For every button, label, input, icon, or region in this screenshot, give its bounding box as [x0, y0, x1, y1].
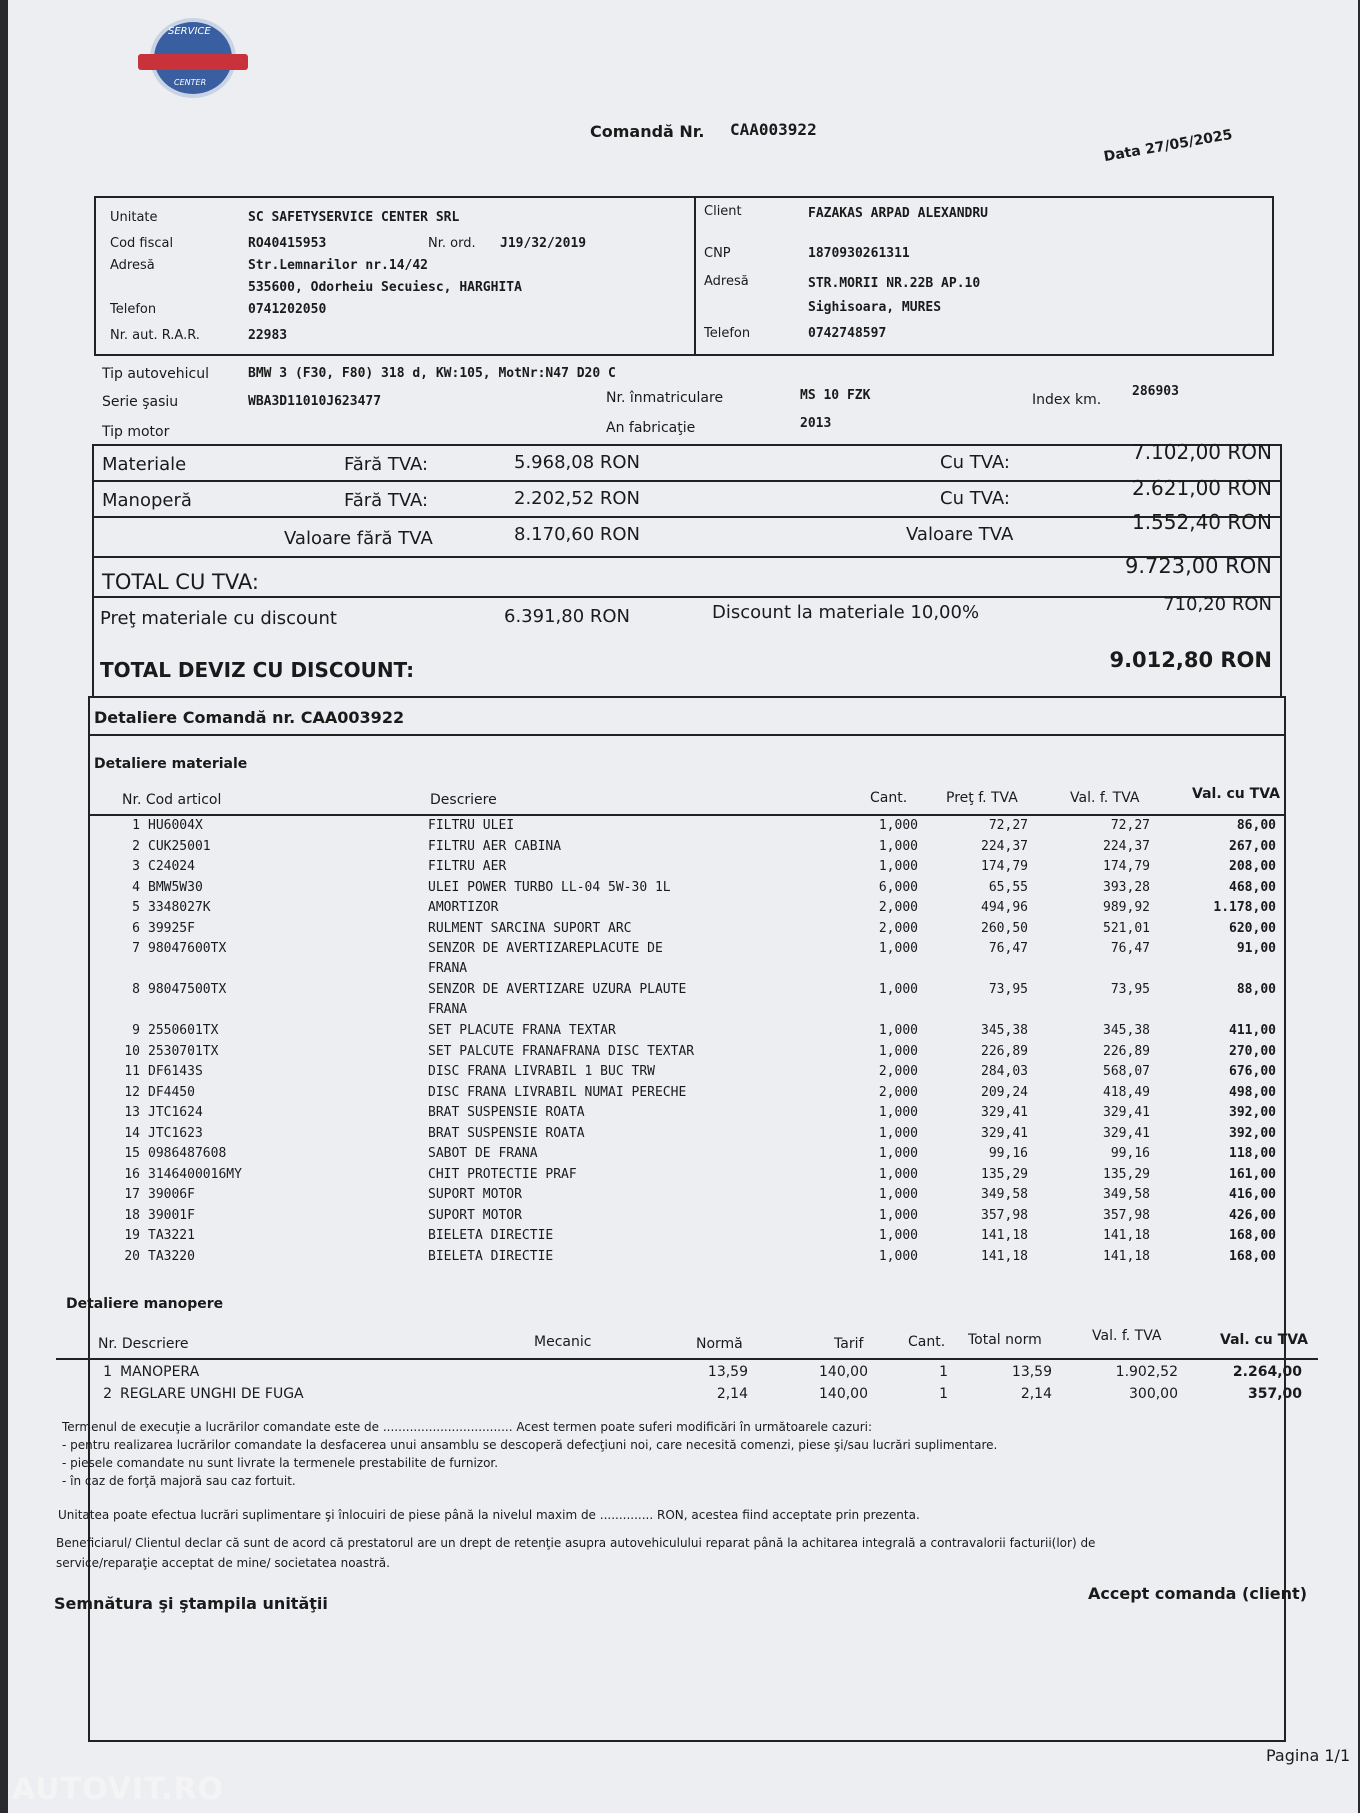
- cnp-label: CNP: [704, 246, 731, 261]
- client-cnp: 1870930261311: [808, 246, 910, 261]
- item-qty: 1,000: [878, 1146, 918, 1161]
- material-row: [8, 900, 1308, 920]
- item-qty: 2,000: [878, 920, 918, 936]
- item-description-cont: FRANA: [428, 1002, 468, 1017]
- item-code: JTC1623: [148, 1125, 203, 1141]
- col-value: Val. f. TVA: [1070, 790, 1140, 806]
- unit-signature-label: Semnătura şi ştampila unităţii: [54, 1594, 328, 1613]
- item-qty: 1,000: [878, 818, 918, 833]
- item-nr: 12: [124, 1084, 140, 1100]
- client-address-1: STR.MORII NR.22B AP.10: [808, 276, 981, 291]
- item-value: 72,27: [1110, 818, 1150, 833]
- labor-nr: 1: [103, 1364, 112, 1380]
- materials-no-vat-label: Fără TVA:: [344, 454, 429, 475]
- item-nr: 14: [124, 1125, 140, 1141]
- item-qty: 1,000: [878, 982, 918, 997]
- logo-bottom-text: CENTER: [174, 78, 207, 87]
- chassis-number: WBA3D11010J623477: [248, 394, 382, 409]
- item-nr: 1: [132, 818, 140, 833]
- item-value: 73,95: [1110, 982, 1150, 997]
- item-description: SENZOR DE AVERTIZARE UZURA PLAUTE: [428, 982, 687, 997]
- item-description: SET PLACUTE FRANA TEXTAR: [428, 1023, 616, 1038]
- item-value-vat: 270,00: [1229, 1043, 1276, 1059]
- item-price: 73,95: [988, 982, 1028, 997]
- client-address-2: Sighisoara, MURES: [808, 300, 942, 315]
- item-nr: 18: [124, 1207, 140, 1223]
- total-with-vat: 9.723,00 RON: [1124, 554, 1272, 578]
- grand-total-label: TOTAL DEVIZ CU DISCOUNT:: [100, 658, 415, 682]
- unit-address-label: Adresă: [110, 258, 155, 273]
- material-row: [8, 1167, 1308, 1187]
- item-code: 98047600TX: [148, 941, 227, 956]
- material-row: [8, 1085, 1308, 1105]
- item-value-vat: 620,00: [1229, 920, 1276, 936]
- item-value: 99,16: [1110, 1146, 1150, 1161]
- unit-phone: 0741202050: [248, 302, 327, 317]
- order-date: Data 27/05/2025: [1102, 126, 1234, 166]
- km-label: Index km.: [1032, 392, 1102, 408]
- item-description: DISC FRANA LIVRABIL 1 BUC TRW: [428, 1064, 655, 1079]
- item-qty: 1,000: [878, 1228, 918, 1243]
- item-description: BIELETA DIRECTIE: [428, 1248, 554, 1264]
- item-value-vat: 392,00: [1229, 1105, 1276, 1120]
- item-nr: 16: [124, 1166, 140, 1182]
- item-nr: 11: [124, 1064, 140, 1079]
- labor-col-norm: Normă: [696, 1336, 743, 1352]
- labor-qty: 1: [939, 1386, 948, 1402]
- item-description: BRAT SUSPENSIE ROATA: [428, 1105, 585, 1120]
- labor-description: REGLARE UNGHI DE FUGA: [120, 1386, 304, 1402]
- item-value-vat: 468,00: [1229, 879, 1276, 895]
- document-page: [8, 0, 1358, 1813]
- item-code: CUK25001: [148, 838, 211, 854]
- material-row: [8, 921, 1308, 941]
- client-phone: 0742748597: [808, 326, 887, 341]
- labor-description: MANOPERA: [120, 1364, 200, 1380]
- labor-no-vat: 2.202,52 RON: [514, 488, 641, 509]
- service-center-logo: [138, 18, 248, 98]
- labor-qty: 1: [939, 1364, 948, 1380]
- item-nr: 15: [124, 1146, 140, 1161]
- item-price: 329,41: [981, 1125, 1028, 1141]
- item-value-vat: 416,00: [1229, 1187, 1276, 1202]
- item-code: HU6004X: [148, 818, 203, 833]
- item-qty: 1,000: [878, 1248, 918, 1264]
- km-index: 286903: [1132, 384, 1179, 399]
- grand-total: 9.012,80 RON: [1109, 648, 1272, 672]
- item-code: TA3221: [148, 1228, 195, 1243]
- item-nr: 2: [132, 838, 140, 854]
- vehicle-type-label: Tip autovehicul: [102, 366, 209, 382]
- materials-with-vat: 7.102,00 RON: [1131, 440, 1272, 464]
- item-qty: 2,000: [878, 900, 918, 915]
- item-nr: 3: [132, 859, 140, 874]
- item-qty: 1,000: [878, 1023, 918, 1038]
- item-description: BRAT SUSPENSIE ROATA: [428, 1125, 585, 1141]
- labor-col-nr-desc: Nr. Descriere: [98, 1336, 189, 1352]
- item-value-vat: 86,00: [1236, 818, 1276, 833]
- materials-label: Materiale: [102, 454, 187, 475]
- item-price: 224,37: [981, 838, 1028, 854]
- item-code: 39001F: [148, 1207, 195, 1223]
- labor-col-value-vat: Val. cu TVA: [1220, 1332, 1308, 1348]
- item-description-cont: FRANA: [428, 961, 468, 976]
- item-description: SUPORT MOTOR: [428, 1187, 522, 1202]
- item-description: AMORTIZOR: [428, 900, 499, 915]
- item-price: 209,24: [981, 1084, 1028, 1100]
- item-value-vat: 267,00: [1229, 838, 1276, 854]
- labor-vat-label: Cu TVA:: [940, 488, 1010, 509]
- vehicle-type: BMW 3 (F30, F80) 318 d, KW:105, MotNr:N47 D20 C: [248, 366, 616, 381]
- item-price: 329,41: [981, 1105, 1028, 1120]
- col-qty: Cant.: [870, 790, 908, 806]
- item-description: SENZOR DE AVERTIZAREPLACUTE DE: [428, 941, 663, 956]
- item-description: DISC FRANA LIVRABIL NUMAI PERECHE: [428, 1084, 687, 1100]
- engine-label: Tip motor: [102, 424, 170, 440]
- autovit-watermark: AUTOVIT.RO: [12, 1772, 225, 1807]
- item-qty: 1,000: [878, 838, 918, 854]
- labor-row: [8, 1364, 1308, 1384]
- value-no-vat-label: Valoare fără TVA: [284, 528, 433, 549]
- labor-col-rate: Tarif: [834, 1336, 864, 1352]
- discount-label: Discount la materiale 10,00%: [712, 602, 980, 623]
- materials-table: [8, 818, 1308, 1278]
- materials-vat-label: Cu TVA:: [940, 452, 1010, 473]
- material-row: [8, 1208, 1308, 1228]
- item-qty: 2,000: [878, 1064, 918, 1079]
- material-row: [8, 982, 1308, 1017]
- client-address-label: Adresă: [704, 274, 749, 289]
- item-value-vat: 88,00: [1236, 982, 1276, 997]
- material-row: [8, 839, 1308, 859]
- item-value: 568,07: [1103, 1064, 1150, 1079]
- item-code: DF6143S: [148, 1064, 203, 1079]
- labor-value: 300,00: [1129, 1386, 1178, 1402]
- item-price: 141,18: [981, 1248, 1028, 1264]
- item-value-vat: 392,00: [1229, 1125, 1276, 1141]
- material-row: [8, 1023, 1308, 1043]
- item-code: 39006F: [148, 1187, 195, 1202]
- fiscal-label: Cod fiscal: [110, 236, 174, 251]
- item-value-vat: 118,00: [1229, 1146, 1276, 1161]
- col-nr-code: Nr. Cod articol: [122, 792, 222, 808]
- col-price: Preţ f. TVA: [946, 790, 1018, 806]
- item-price: 284,03: [981, 1064, 1028, 1079]
- registration-number: MS 10 FZK: [800, 388, 871, 403]
- item-description: CHIT PROTECTIE PRAF: [428, 1166, 577, 1182]
- labor-total-norm: 2,14: [1020, 1386, 1052, 1402]
- item-code: TA3220: [148, 1248, 195, 1264]
- unit-name: SC SAFETYSERVICE CENTER SRL: [248, 210, 460, 225]
- item-value-vat: 1.178,00: [1213, 900, 1276, 915]
- item-price: 135,29: [981, 1166, 1028, 1182]
- item-code: 0986487608: [148, 1146, 227, 1161]
- note-case-1: - pentru realizarea lucrărilor comandate la desfacerea unui ansamblu se descoperă defecţiuni noi, care necesită comenzi, piese şi/sau lucrări suplimentare.: [62, 1438, 998, 1452]
- note-case-2: - piesele comandate nu sunt livrate la termenele prestabilite de furnizor.: [62, 1456, 499, 1470]
- labor-total-norm: 13,59: [1011, 1364, 1052, 1380]
- item-value: 989,92: [1103, 900, 1150, 915]
- labor-norm: 13,59: [707, 1364, 748, 1380]
- labor-rate: 140,00: [819, 1364, 868, 1380]
- note-retention-2: service/reparaţie acceptat de mine/ societatea noastră.: [56, 1556, 390, 1570]
- labor-value-vat: 2.264,00: [1232, 1364, 1302, 1380]
- item-value-vat: 426,00: [1229, 1207, 1276, 1223]
- value-no-vat: 8.170,60 RON: [514, 524, 641, 545]
- item-nr: 10: [124, 1043, 140, 1059]
- item-value: 329,41: [1103, 1105, 1150, 1120]
- note-extra-works: Unitatea poate efectua lucrări suplimentare şi înlocuiri de piese până la nivelul maxim de .............. RON, acestea fiind acceptate prin prezenta.: [58, 1508, 920, 1522]
- item-nr: 4: [132, 879, 140, 895]
- labor-col-total-norm: Total norm: [968, 1332, 1042, 1348]
- item-qty: 1,000: [878, 1105, 918, 1120]
- item-code: BMW5W30: [148, 879, 203, 895]
- item-nr: 9: [132, 1023, 140, 1038]
- material-row: [8, 1044, 1308, 1064]
- material-row: [8, 1064, 1308, 1084]
- material-row: [8, 818, 1308, 838]
- item-value: 357,98: [1103, 1207, 1150, 1223]
- item-value-vat: 498,00: [1229, 1084, 1276, 1100]
- item-description: BIELETA DIRECTIE: [428, 1228, 554, 1243]
- labor-value-vat: 357,00: [1247, 1386, 1302, 1402]
- chassis-label: Serie şasiu: [102, 394, 179, 410]
- item-nr: 8: [132, 982, 140, 997]
- item-description: RULMENT SARCINA SUPORT ARC: [428, 920, 632, 936]
- item-code: 98047500TX: [148, 982, 227, 997]
- item-qty: 2,000: [878, 1084, 918, 1100]
- client-accept-label: Accept comanda (client): [1088, 1584, 1307, 1603]
- labor-col-mechanic: Mecanic: [534, 1334, 592, 1350]
- item-qty: 1,000: [878, 1166, 918, 1182]
- item-code: 3348027K: [148, 900, 211, 915]
- item-nr: 13: [124, 1105, 140, 1120]
- manufacture-year: 2013: [800, 416, 832, 431]
- item-price: 345,38: [981, 1023, 1028, 1038]
- note-retention-1: Beneficiarul/ Clientul declar că sunt de acord că prestatorul are un drept de retenţie asupra autovehiculului reparat până la achitarea integrală a contravalorii facturii(lor) de: [56, 1536, 1096, 1550]
- item-code: 2550601TX: [148, 1023, 219, 1038]
- material-row: [8, 941, 1308, 976]
- item-nr: 5: [132, 900, 140, 915]
- vat-value-label: Valoare TVA: [906, 524, 1014, 545]
- item-price: 76,47: [988, 941, 1028, 956]
- item-value-vat: 91,00: [1236, 941, 1276, 956]
- item-code: 2530701TX: [148, 1043, 219, 1059]
- materials-section-title: Detaliere materiale: [94, 756, 248, 772]
- material-row: [8, 880, 1308, 900]
- client-name: FAZAKAS ARPAD ALEXANDRU: [808, 206, 989, 221]
- item-price: 65,55: [988, 879, 1028, 895]
- labor-section-title: Detaliere manopere: [66, 1296, 224, 1312]
- item-value: 141,18: [1103, 1228, 1150, 1243]
- item-value-vat: 411,00: [1229, 1023, 1276, 1038]
- discount-price: 6.391,80 RON: [504, 606, 631, 627]
- page-number: Pagina 1/1: [1266, 1746, 1351, 1765]
- item-value: 521,01: [1103, 920, 1150, 936]
- labor-col-value: Val. f. TVA: [1092, 1328, 1162, 1344]
- material-row: [8, 1126, 1308, 1146]
- item-qty: 1,000: [878, 1125, 918, 1141]
- unit-phone-label: Telefon: [110, 302, 157, 317]
- item-value-vat: 168,00: [1229, 1248, 1276, 1264]
- item-price: 99,16: [988, 1146, 1028, 1161]
- materials-no-vat: 5.968,08 RON: [514, 452, 641, 473]
- item-price: 72,27: [988, 818, 1028, 833]
- material-row: [8, 1146, 1308, 1166]
- discount-price-label: Preţ materiale cu discount: [100, 608, 337, 629]
- item-value: 393,28: [1103, 879, 1150, 895]
- unit-address-1: Str.Lemnarilor nr.14/42: [248, 258, 429, 273]
- registration-label: Nr. înmatriculare: [606, 390, 724, 406]
- item-code: DF4450: [148, 1084, 195, 1100]
- item-value: 418,49: [1103, 1084, 1150, 1100]
- item-code: 3146400016MY: [148, 1166, 242, 1182]
- item-value-vat: 168,00: [1229, 1228, 1276, 1243]
- labor-with-vat: 2.621,00 RON: [1131, 476, 1272, 500]
- material-row: [8, 1187, 1308, 1207]
- item-nr: 6: [132, 920, 140, 936]
- unit-address-2: 535600, Odorheiu Secuiesc, HARGHITA: [248, 280, 522, 295]
- item-code: C24024: [148, 859, 195, 874]
- labor-norm: 2,14: [716, 1386, 748, 1402]
- item-value: 135,29: [1103, 1166, 1150, 1182]
- item-description: FILTRU AER: [428, 859, 507, 874]
- note-case-3: - în caz de forţă majoră sau caz fortuit.: [62, 1474, 296, 1488]
- item-nr: 19: [124, 1228, 140, 1243]
- item-qty: 1,000: [878, 1043, 918, 1059]
- material-row: [8, 859, 1308, 879]
- item-price: 349,58: [981, 1187, 1028, 1202]
- item-description: ULEI POWER TURBO LL-04 5W-30 1L: [428, 879, 671, 895]
- item-code: JTC1624: [148, 1105, 203, 1120]
- discount-value: 710,20 RON: [1163, 594, 1272, 615]
- labor-no-vat-label: Fără TVA:: [344, 490, 429, 511]
- rar-number: 22983: [248, 328, 288, 343]
- item-value: 224,37: [1103, 838, 1150, 854]
- year-label: An fabricaţie: [606, 420, 696, 436]
- client-phone-label: Telefon: [704, 326, 751, 341]
- order-title-label: Comandă Nr.: [590, 122, 705, 141]
- labor-table: [8, 1364, 1308, 1414]
- item-value: 174,79: [1103, 859, 1150, 874]
- item-value-vat: 208,00: [1229, 859, 1276, 874]
- material-row: [8, 1105, 1308, 1125]
- rar-label: Nr. aut. R.A.R.: [110, 328, 200, 343]
- item-description: FILTRU ULEI: [428, 818, 515, 833]
- item-value: 226,89: [1103, 1043, 1150, 1059]
- order-number: CAA003922: [730, 120, 817, 139]
- item-value: 141,18: [1103, 1248, 1150, 1264]
- item-price: 260,50: [981, 920, 1028, 936]
- item-price: 226,89: [981, 1043, 1028, 1059]
- labor-label: Manoperă: [102, 490, 192, 511]
- item-price: 141,18: [981, 1228, 1028, 1243]
- fiscal-code: RO40415953: [248, 236, 327, 251]
- item-price: 494,96: [981, 900, 1028, 915]
- item-price: 357,98: [981, 1207, 1028, 1223]
- item-value: 76,47: [1110, 941, 1150, 956]
- note-deadline: Termenul de execuţie a lucrărilor comandate este de .................................. Acest termen poate suferi modificări în următoarele cazuri:: [62, 1420, 873, 1434]
- item-qty: 1,000: [878, 941, 918, 956]
- col-description: Descriere: [430, 792, 497, 808]
- item-value: 345,38: [1103, 1023, 1150, 1038]
- item-code: 39925F: [148, 920, 195, 936]
- total-vat-label: TOTAL CU TVA:: [102, 570, 259, 594]
- labor-nr: 2: [103, 1386, 112, 1402]
- material-row: [8, 1249, 1308, 1269]
- item-description: FILTRU AER CABINA: [428, 838, 562, 854]
- item-qty: 1,000: [878, 859, 918, 874]
- item-value-vat: 676,00: [1229, 1064, 1276, 1079]
- nr-ord: J19/32/2019: [500, 236, 587, 251]
- unit-label: Unitate: [110, 210, 158, 225]
- item-nr: 7: [132, 941, 140, 956]
- item-value: 329,41: [1103, 1125, 1150, 1141]
- item-price: 174,79: [981, 859, 1028, 874]
- item-qty: 6,000: [878, 879, 918, 895]
- logo-top-text: SERVICE: [168, 26, 211, 37]
- nr-ord-label: Nr. ord.: [428, 236, 476, 251]
- labor-col-qty: Cant.: [908, 1334, 946, 1350]
- item-qty: 1,000: [878, 1207, 918, 1223]
- material-row: [8, 1228, 1308, 1248]
- labor-row: [8, 1386, 1308, 1406]
- detail-title: Detaliere Comandă nr. CAA003922: [94, 708, 405, 727]
- item-description: SABOT DE FRANA: [428, 1146, 538, 1161]
- vat-value: 1.552,40 RON: [1131, 510, 1272, 534]
- item-nr: 17: [124, 1187, 140, 1202]
- labor-rate: 140,00: [819, 1386, 868, 1402]
- item-description: SET PALCUTE FRANAFRANA DISC TEXTAR: [428, 1043, 695, 1059]
- client-label: Client: [704, 204, 742, 219]
- item-qty: 1,000: [878, 1187, 918, 1202]
- labor-value: 1.902,52: [1115, 1364, 1178, 1380]
- item-nr: 20: [124, 1248, 140, 1264]
- col-value-vat: Val. cu TVA: [1192, 786, 1280, 802]
- item-value-vat: 161,00: [1229, 1166, 1276, 1182]
- item-description: SUPORT MOTOR: [428, 1207, 522, 1223]
- item-value: 349,58: [1103, 1187, 1150, 1202]
